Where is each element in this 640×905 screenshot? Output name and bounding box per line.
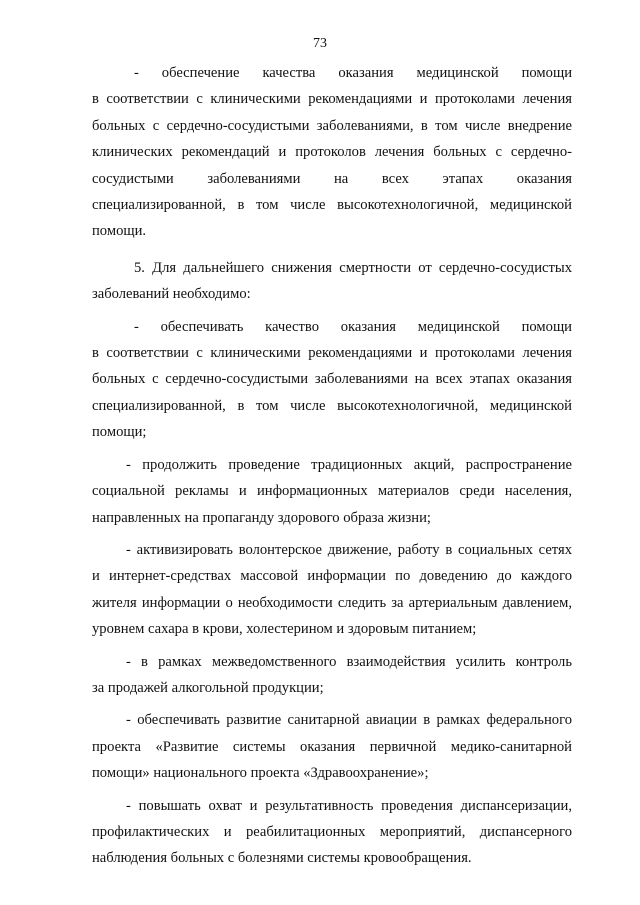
text-line: - обеспечивать развитие санитарной авиации в рамках федерального <box>126 712 572 729</box>
text-line: больных с сердечно-сосудистыми заболеваниями на всех этапах оказания <box>92 371 572 388</box>
text-line: сосудистыми заболеваниями на всех этапах оказания <box>92 170 572 187</box>
text-line: - в рамках межведомственного взаимодействия усилить контроль <box>126 653 572 670</box>
document-body <box>92 60 572 872</box>
text-line-last: заболеваний необходимо: <box>92 286 251 303</box>
text-line: - обеспечение качества оказания медицинской помощи <box>134 65 572 81</box>
text-line-last: за продажей алкогольной продукции; <box>92 679 324 696</box>
paragraph <box>92 255 572 308</box>
text-line: жителя информации о необходимости следить за артериальным давлением, <box>92 594 572 611</box>
text-line: профилактических и реабилитационных мероприятий, диспансерного <box>92 823 572 840</box>
list-item <box>92 537 572 643</box>
text-line: - обеспечивать качество оказания медицинской помощи <box>134 318 572 335</box>
text-line: социальной рекламы и информационных материалов среди населения, <box>92 483 572 500</box>
text-line: в соответствии с клиническими рекомендациями и протоколами лечения <box>92 91 572 108</box>
text-line: больных с сердечно-сосудистыми заболеваниями, в том числе внедрение <box>92 117 572 134</box>
text-line-last: направленных на пропаганду здорового образа жизни; <box>92 509 431 526</box>
text-line: - активизировать волонтерское движение, работу в социальных сетях <box>126 541 572 558</box>
page-number: 73 <box>313 36 327 51</box>
text-line: проекта «Развитие системы оказания первичной медико-санитарной <box>92 738 572 755</box>
list-item <box>92 707 572 786</box>
text-line-last: уровнем сахара в крови, холестерином и здоровым питанием; <box>92 621 477 638</box>
text-line: и интернет-средствах массовой информации по доведению до каждого <box>92 568 572 585</box>
text-line: в соответствии с клиническими рекомендациями и протоколами лечения <box>92 345 572 362</box>
list-item <box>92 649 572 702</box>
text-line-last: помощи; <box>92 424 147 441</box>
text-line: клинических рекомендаций и протоколов лечения больных с сердечно- <box>92 144 572 161</box>
text-line-last: помощи. <box>92 223 147 240</box>
list-item <box>92 60 572 245</box>
text-line: специализированной, в том числе высокотехнологичной, медицинской <box>92 197 572 214</box>
list-item <box>92 452 572 531</box>
text-line: - продолжить проведение традиционных акций, распространение <box>126 456 572 473</box>
text-line: специализированной, в том числе высокотехнологичной, медицинской <box>92 397 572 414</box>
list-item <box>92 793 572 872</box>
text-line-last: наблюдения больных с болезнями системы кровообращения. <box>92 850 472 867</box>
text-line: - повышать охват и результативность проведения диспансеризации, <box>126 797 572 814</box>
text-line-last: помощи» национального проекта «Здравоохранение»; <box>92 765 429 782</box>
list-item <box>92 314 572 446</box>
text-line: 5. Для дальнейшего снижения смертности от сердечно-сосудистых <box>134 259 572 276</box>
